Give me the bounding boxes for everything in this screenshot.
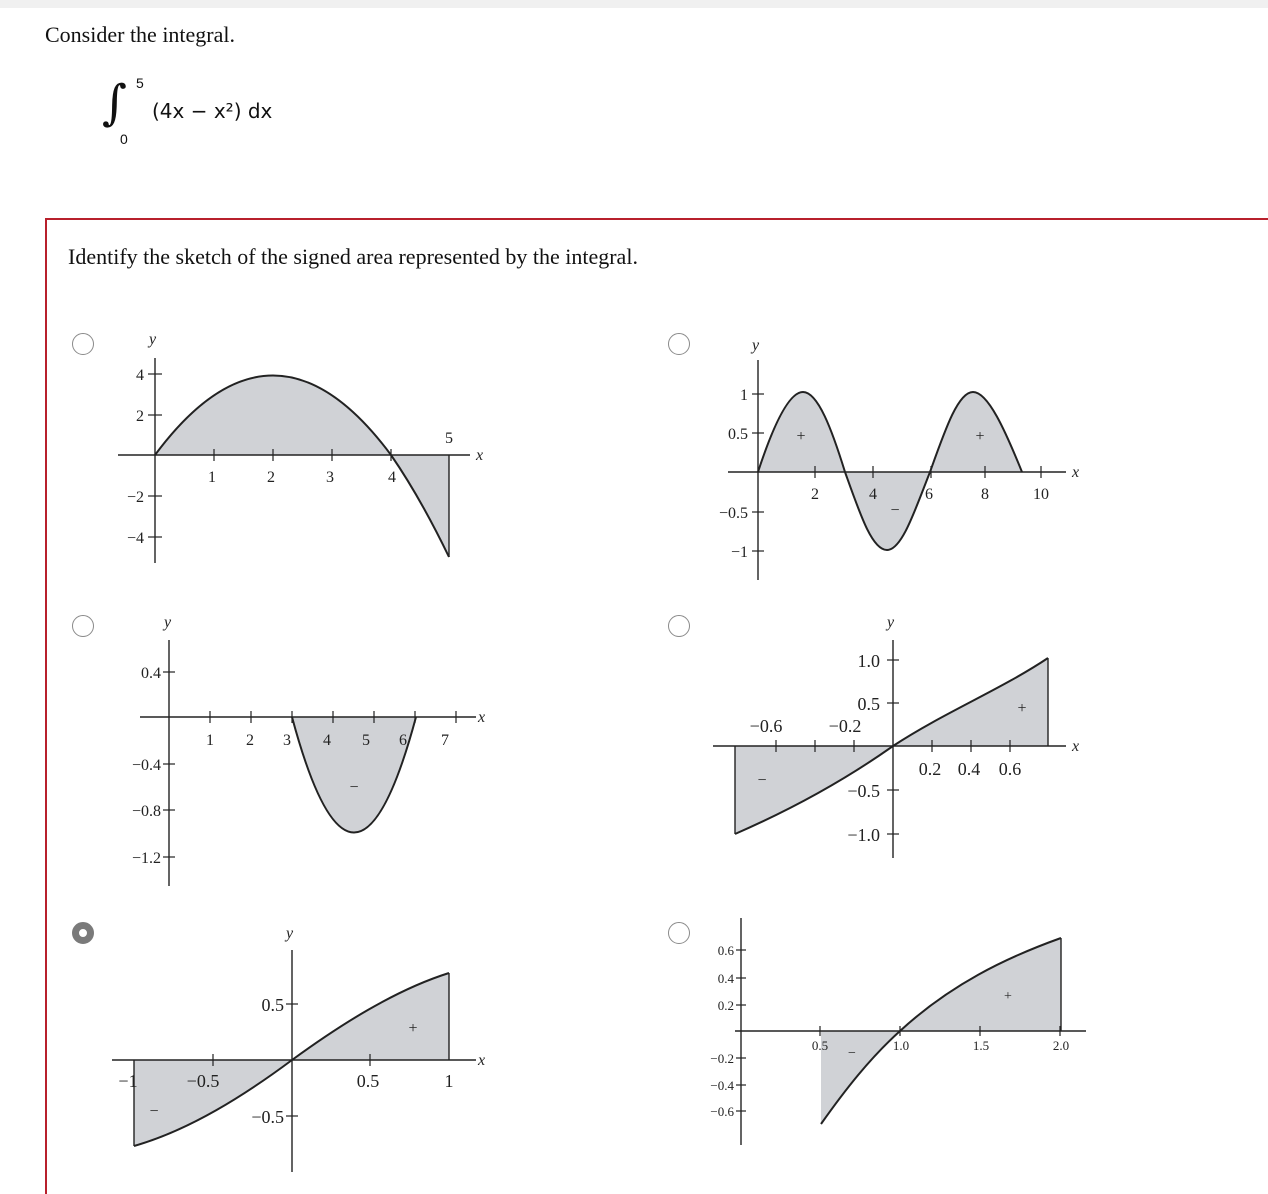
option-f-xtick-label: 2.0 — [1052, 1038, 1070, 1053]
option-b-shaded-region — [845, 472, 930, 550]
option-b-ytick-label: −0.5 — [718, 505, 748, 522]
option-e-y-label: y — [286, 925, 294, 942]
option-f-ytick-label: −0.2 — [710, 1051, 734, 1066]
option-e-xtick-label: −1 — [118, 1071, 138, 1091]
option-b-ytick-label: 1 — [740, 387, 748, 404]
option-b-graph — [700, 330, 1100, 590]
option-d-xtick-label: −0.6 — [749, 716, 783, 736]
option-c-xtick-label: 6 — [399, 732, 407, 749]
option-a-shaded-region-negative — [391, 455, 449, 557]
option-b-sign-mark: + — [975, 428, 985, 445]
option-e-xtick-label: 0.5 — [356, 1071, 380, 1091]
option-f-ytick-label: −0.4 — [710, 1078, 734, 1093]
option-d-ytick-label: 1.0 — [857, 651, 880, 671]
option-f-ytick-label: 0.6 — [717, 943, 734, 958]
option-a-ytick-label: −2 — [126, 489, 144, 506]
question-prompt: Identify the sketch of the signed area represented by the integral. — [68, 244, 638, 269]
option-c-sign-mark: − — [349, 779, 359, 796]
integral-expression — [100, 75, 320, 155]
option-a-xtick-label: 3 — [326, 469, 334, 486]
option-a-xtick-label: 4 — [388, 469, 396, 486]
option-b-ytick-label: 0.5 — [728, 426, 748, 443]
option-d-ytick-label: −1.0 — [847, 825, 880, 845]
option-a-ytick-label: 2 — [136, 408, 144, 425]
option-c-xtick-label: 3 — [283, 732, 291, 749]
option-f-xtick-label: 1.0 — [892, 1038, 910, 1053]
option-b-sign-mark: − — [890, 502, 900, 519]
option-e-ytick-label: −0.5 — [251, 1107, 284, 1127]
option-d-sign-mark: + — [1017, 700, 1027, 717]
integral-sign: ∫ — [102, 75, 128, 131]
option-b-xtick-label: 6 — [925, 486, 933, 503]
option-c-radio[interactable] — [72, 615, 94, 637]
option-e-ytick-label: 0.5 — [261, 995, 284, 1015]
option-c-x-label: x — [478, 709, 486, 726]
option-c-xtick-label: 5 — [362, 732, 370, 749]
integrand: (4x − x²) dx — [152, 99, 273, 123]
option-f-shaded-region — [821, 1031, 900, 1124]
option-a-radio[interactable] — [72, 333, 94, 355]
option-e-xtick-label: 1 — [444, 1071, 454, 1091]
option-c-xtick-label: 2 — [246, 732, 254, 749]
option-e-graph — [110, 920, 510, 1180]
option-e-sign-mark: − — [149, 1103, 159, 1120]
option-f-xtick-label: 1.5 — [972, 1038, 990, 1053]
option-a-y-label: y — [149, 331, 157, 348]
option-b-y-label: y — [752, 337, 760, 354]
option-c-ytick-label: −0.4 — [131, 757, 161, 774]
option-d-radio[interactable] — [668, 615, 690, 637]
option-e-shaded-region — [292, 973, 449, 1060]
option-a-ytick-label: 4 — [136, 367, 144, 384]
option-e-x-label: x — [478, 1052, 486, 1069]
option-e-xtick-label: −0.5 — [186, 1071, 220, 1091]
option-f-shaded-region — [900, 938, 1061, 1031]
option-f-sign-mark: − — [848, 1046, 856, 1061]
option-d-xtick-label: −0.2 — [828, 716, 862, 736]
option-f-xtick-label: 0.5 — [811, 1038, 829, 1053]
option-a-ytick-label: −4 — [126, 530, 144, 547]
option-c-ytick-label: −0.8 — [131, 803, 161, 820]
integral-upper-limit: 5 — [136, 75, 144, 91]
option-d-x-label: x — [1072, 738, 1080, 755]
option-d-xtick-label: 0.2 — [918, 759, 942, 779]
option-c-ytick-label: −1.2 — [131, 850, 161, 867]
option-b-sign-mark: + — [796, 428, 806, 445]
option-d-ytick-label: −0.5 — [847, 781, 880, 801]
option-c-y-label: y — [164, 614, 172, 631]
option-e-sign-mark: + — [408, 1020, 418, 1037]
integral-lower-limit: 0 — [120, 131, 128, 147]
option-f-ytick-label: 0.4 — [717, 971, 734, 986]
option-c-xtick-label: 4 — [323, 732, 331, 749]
option-f-graph — [700, 915, 1100, 1175]
option-f-sign-mark: + — [1004, 989, 1012, 1004]
option-a-graph — [110, 328, 510, 578]
option-a-xtick-label: 1 — [208, 469, 216, 486]
option-b-ytick-label: −1 — [730, 544, 748, 561]
option-c-xtick-label: 7 — [441, 732, 449, 749]
option-b-x-label: x — [1072, 464, 1080, 481]
option-b-radio[interactable] — [668, 333, 690, 355]
option-b-xtick-label: 10 — [1033, 486, 1049, 503]
option-d-y-label: y — [887, 614, 895, 631]
option-f-ytick-label: −0.6 — [710, 1104, 734, 1119]
option-d-ytick-label: 0.5 — [857, 694, 880, 714]
top-bar — [0, 0, 1268, 8]
option-d-xtick-label: 0.6 — [998, 759, 1022, 779]
option-d-graph — [700, 610, 1100, 870]
option-f-ytick-label: 0.2 — [717, 998, 734, 1013]
intro-text: Consider the integral. — [45, 22, 236, 47]
option-d-xtick-label: 0.4 — [957, 759, 981, 779]
option-a-xtick-label: 2 — [267, 469, 275, 486]
option-d-sign-mark: − — [757, 772, 767, 789]
option-b-xtick-label: 2 — [811, 486, 819, 503]
option-a-x-label: x — [476, 447, 484, 464]
option-f-radio[interactable] — [668, 922, 690, 944]
option-b-xtick-label: 4 — [869, 486, 877, 503]
option-c-graph — [110, 610, 510, 890]
option-c-ytick-label: 0.4 — [141, 665, 161, 682]
option-b-xtick-label: 8 — [981, 486, 989, 503]
option-a-xtick-label: 5 — [445, 430, 453, 447]
option-e-radio[interactable] — [72, 922, 94, 944]
option-c-xtick-label: 1 — [206, 732, 214, 749]
